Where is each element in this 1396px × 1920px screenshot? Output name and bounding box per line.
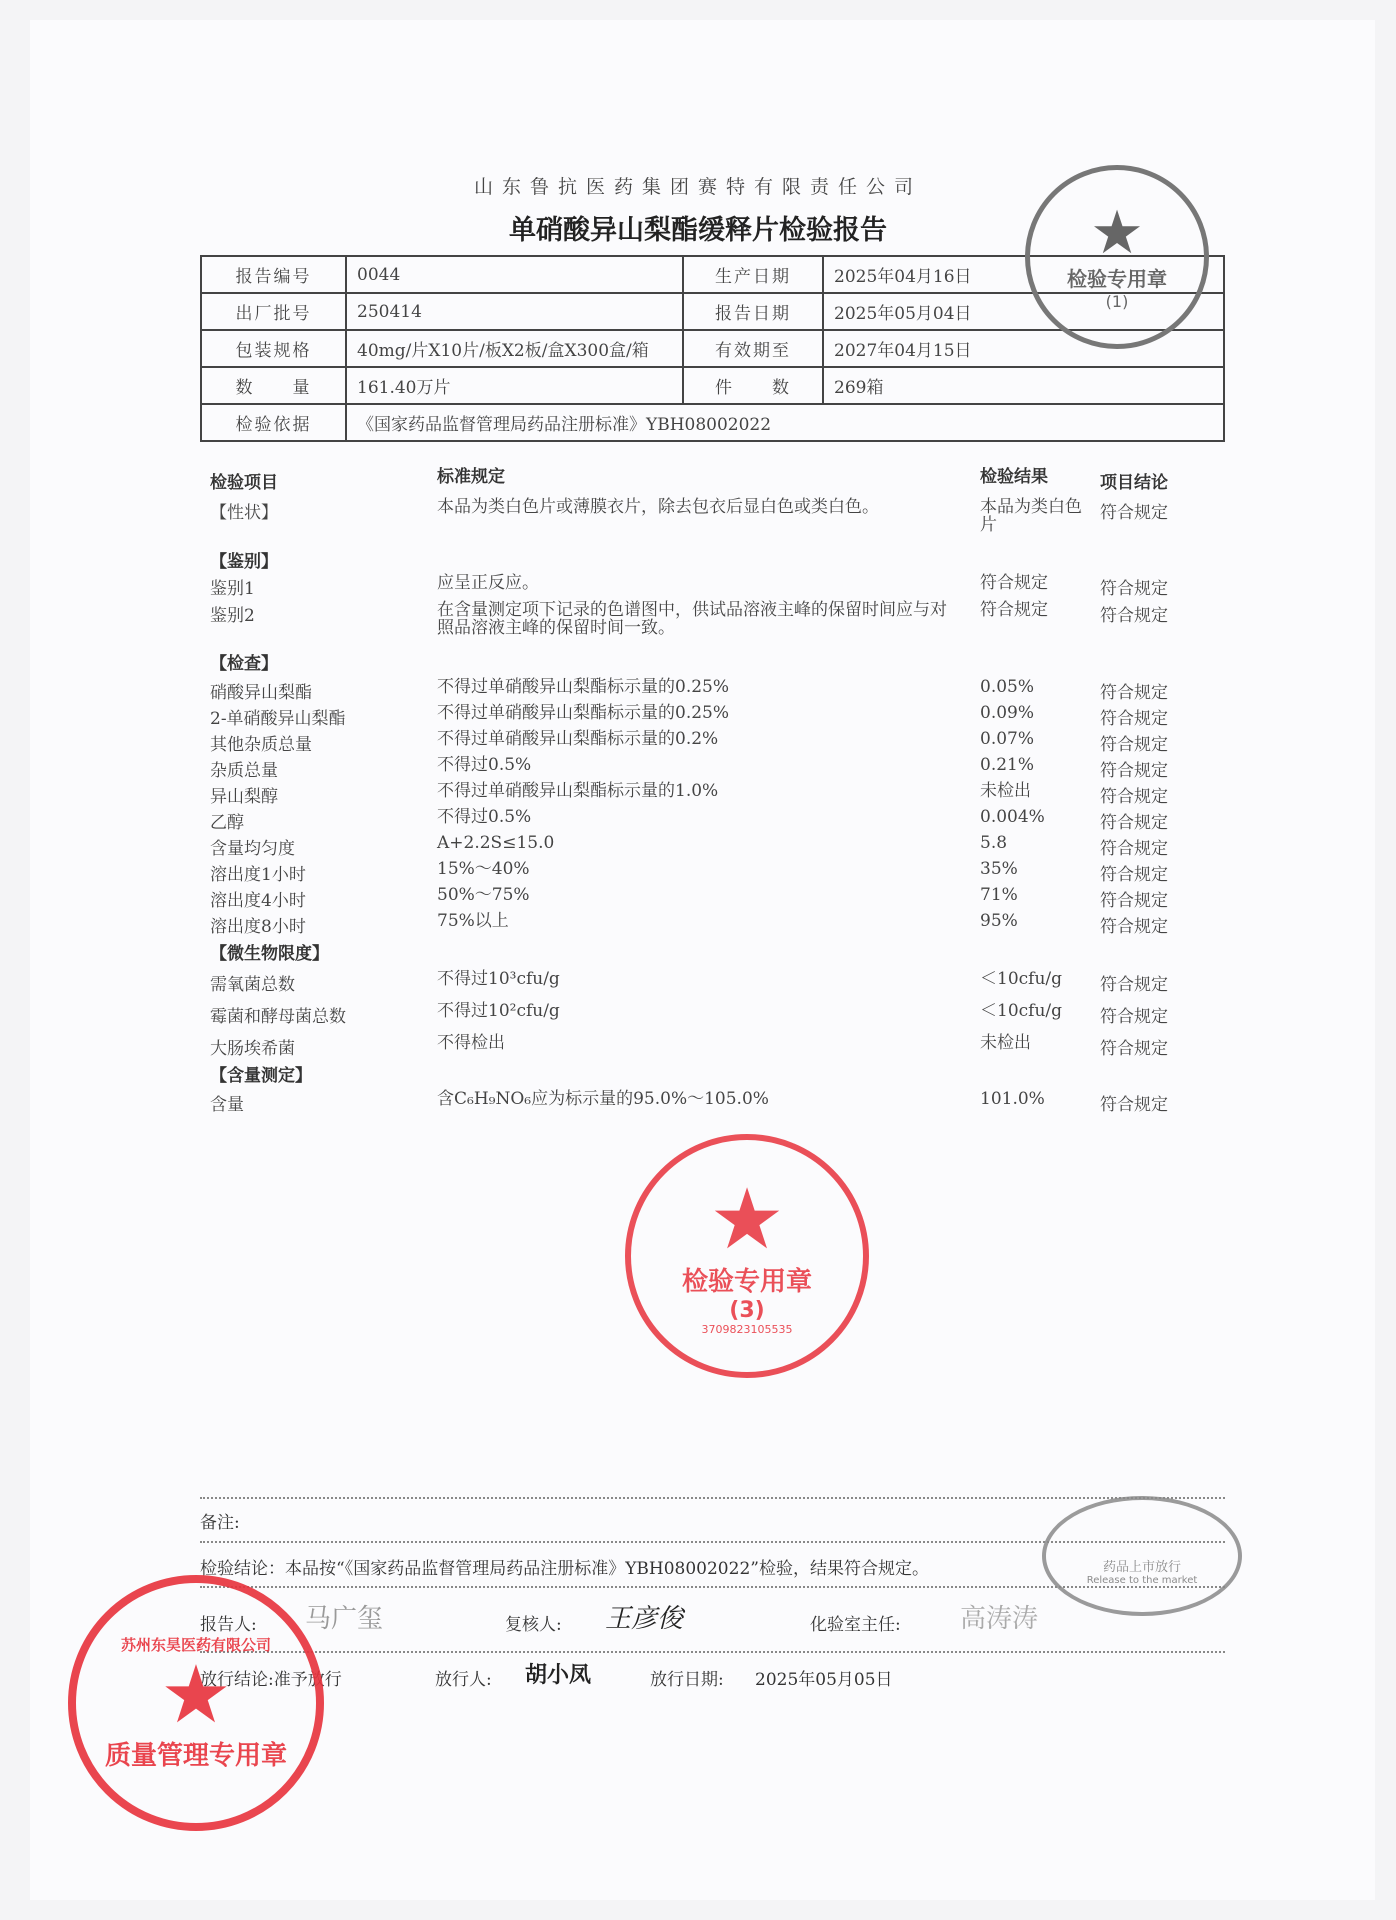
- conclusion-text: 检验结论：本品按“《国家药品监督管理局药品注册标准》YBH08002022”检验，结果符合规定。: [200, 1559, 929, 1579]
- item-name: 溶出度1小时: [210, 865, 306, 885]
- col-result: 检验结果: [980, 467, 1048, 487]
- item-standard: 不得过10³cfu/g: [437, 969, 560, 989]
- item-name: 大肠埃希菌: [210, 1039, 295, 1059]
- item-name: 鉴别1: [210, 579, 255, 599]
- item-standard: 不得过0.5%: [437, 807, 532, 827]
- item-standard: 不得检出: [437, 1033, 505, 1053]
- item-result: 5.8: [980, 833, 1008, 853]
- company-name: 山东鲁抗医药集团赛特有限责任公司: [473, 176, 922, 198]
- item-standard: 含C₆H₉NO₆应为标示量的95.0%～105.0%: [437, 1089, 769, 1109]
- reporter-label: 报告人:: [200, 1615, 257, 1635]
- label: 件 数: [683, 367, 823, 404]
- inspection-seal-1: [1025, 165, 1209, 349]
- item-conclusion: 符合规定: [1100, 975, 1168, 995]
- expiry-date: 2027年04月15日: [823, 330, 1224, 367]
- item-standard: 15%～40%: [437, 859, 530, 879]
- pieces: 269箱: [823, 367, 1224, 404]
- director-label: 化验室主任:: [810, 1615, 901, 1635]
- item-name: 需氧菌总数: [210, 975, 295, 995]
- report-no: 0044: [346, 256, 683, 293]
- item-conclusion: 符合规定: [1100, 579, 1168, 599]
- col-standard: 标准规定: [437, 467, 505, 487]
- star-icon: ★: [709, 1169, 785, 1268]
- item-name: 鉴别2: [210, 606, 255, 626]
- item-name: 【微生物限度】: [210, 944, 329, 964]
- item-name: 溶出度4小时: [210, 891, 306, 911]
- item-result: 本品为类白色片: [980, 497, 1082, 535]
- item-standard: A+2.2S≤15.0: [437, 833, 555, 853]
- item-conclusion: 符合规定: [1100, 1007, 1168, 1027]
- item-name: 异山梨醇: [210, 787, 278, 807]
- item-standard: 不得过单硝酸异山梨酯标示量的0.25%: [437, 677, 730, 697]
- label: 出厂批号: [201, 293, 346, 330]
- star-icon: ★: [160, 1648, 232, 1741]
- reporter-signature: 马广玺: [305, 1604, 384, 1634]
- item-conclusion: 符合规定: [1100, 1095, 1168, 1115]
- divider: [200, 1497, 1225, 1499]
- item-standard: 应呈正反应。: [437, 573, 539, 593]
- item-name: 溶出度8小时: [210, 917, 306, 937]
- seal-purpose-en: Release to the market: [1086, 1575, 1198, 1586]
- item-conclusion: 符合规定: [1100, 839, 1168, 859]
- item-standard: 不得过单硝酸异山梨酯标示量的0.25%: [437, 703, 730, 723]
- report-title: 单硝酸异山梨酯缓释片检验报告: [509, 215, 887, 246]
- item-standard: 在含量测定项下记录的色谱图中，供试品溶液主峰的保留时间应与对照品溶液主峰的保留时间一致。: [437, 600, 947, 638]
- label: 包装规格: [201, 330, 346, 367]
- item-result: 0.07%: [980, 729, 1035, 749]
- item-result: 35%: [980, 859, 1018, 879]
- seal-purpose: 检验专用章: [1067, 267, 1167, 291]
- col-item: 检验项目: [210, 473, 278, 493]
- item-conclusion: 符合规定: [1100, 917, 1168, 937]
- seal-number: (3): [729, 1297, 765, 1323]
- item-result: 101.0%: [980, 1089, 1045, 1109]
- release-date-label: 放行日期:: [650, 1670, 724, 1690]
- item-name: 乙醇: [210, 813, 244, 833]
- item-conclusion: 符合规定: [1100, 683, 1168, 703]
- item-name: 【含量测定】: [210, 1066, 312, 1086]
- release-date: 2025年05月05日: [755, 1670, 893, 1690]
- label: 报告日期: [683, 293, 823, 330]
- quality-seal: [68, 1575, 324, 1831]
- item-conclusion: 符合规定: [1100, 735, 1168, 755]
- item-result: 0.21%: [980, 755, 1035, 775]
- quantity: 161.40万片: [346, 367, 683, 404]
- seal-code: 3709823105535: [701, 1322, 793, 1336]
- releaser-label: 放行人:: [435, 1670, 492, 1690]
- item-result: 95%: [980, 911, 1018, 931]
- item-standard: 不得过单硝酸异山梨酯标示量的1.0%: [437, 781, 719, 801]
- seal-purpose: 检验专用章: [681, 1266, 812, 1297]
- inspection-seal-3: [625, 1134, 869, 1378]
- col-conclusion: 项目结论: [1100, 473, 1168, 493]
- item-standard: 50%～75%: [437, 885, 530, 905]
- report-date: 2025年05月04日: [823, 293, 1224, 330]
- item-conclusion: 符合规定: [1100, 709, 1168, 729]
- item-result: 符合规定: [980, 573, 1048, 593]
- item-name: 【鉴别】: [210, 552, 278, 572]
- item-result: 未检出: [980, 1033, 1031, 1053]
- item-result: ＜10cfu/g: [980, 1001, 1063, 1021]
- seal-purpose: 质量管理专用章: [104, 1741, 287, 1771]
- item-conclusion: 符合规定: [1100, 787, 1168, 807]
- item-result: 0.05%: [980, 677, 1035, 697]
- item-result: ＜10cfu/g: [980, 969, 1063, 989]
- seal-purpose: 药品上市放行: [1102, 1560, 1181, 1575]
- item-result: 0.09%: [980, 703, 1035, 723]
- production-date: 2025年04月16日: [823, 256, 1224, 293]
- label: 生产日期: [683, 256, 823, 293]
- star-icon: ★: [1090, 198, 1144, 268]
- label: 有效期至: [683, 330, 823, 367]
- item-name: 杂质总量: [210, 761, 278, 781]
- label: 数 量: [201, 367, 346, 404]
- reviewer-signature: 王彦俊: [605, 1604, 684, 1634]
- item-name: 硝酸异山梨酯: [210, 683, 312, 703]
- item-conclusion: 符合规定: [1100, 1039, 1168, 1059]
- package-spec: 40mg/片X10片/板X2板/盒X300盒/箱: [346, 330, 683, 367]
- reviewer-label: 复核人:: [505, 1615, 562, 1635]
- item-conclusion: 符合规定: [1100, 813, 1168, 833]
- remark-label: 备注:: [200, 1513, 240, 1533]
- item-result: 0.004%: [980, 807, 1045, 827]
- item-standard: 不得过0.5%: [437, 755, 532, 775]
- director-signature: 高涛涛: [960, 1604, 1039, 1634]
- seal-number: (1): [1105, 292, 1129, 311]
- item-name: 含量均匀度: [210, 839, 295, 859]
- item-result: 符合规定: [980, 600, 1048, 620]
- releaser-signature: 胡小凤: [525, 1662, 592, 1688]
- item-name: 【检查】: [210, 654, 278, 674]
- item-conclusion: 符合规定: [1100, 761, 1168, 781]
- batch-no: 250414: [346, 293, 683, 330]
- item-conclusion: 符合规定: [1100, 865, 1168, 885]
- item-result: 未检出: [980, 781, 1031, 801]
- divider: [200, 1651, 1225, 1653]
- item-standard: 不得过10²cfu/g: [437, 1001, 560, 1021]
- seal-org: 苏州东昊医药有限公司: [120, 1636, 271, 1654]
- item-conclusion: 符合规定: [1100, 891, 1168, 911]
- item-name: 霉菌和酵母菌总数: [210, 1007, 346, 1027]
- item-name: 【性状】: [210, 503, 278, 523]
- label: 报告编号: [201, 256, 346, 293]
- item-name: 2-单硝酸异山梨酯: [210, 709, 346, 729]
- release-seal: [1042, 1496, 1242, 1616]
- test-basis: 《国家药品监督管理局药品注册标准》YBH08002022: [346, 404, 1224, 441]
- item-result: 71%: [980, 885, 1018, 905]
- release-conclusion: 放行结论:准予放行: [200, 1670, 342, 1690]
- item-standard: 不得过单硝酸异山梨酯标示量的0.2%: [437, 729, 719, 749]
- label: 检验依据: [201, 404, 346, 441]
- item-standard: 本品为类白色片或薄膜衣片，除去包衣后显白色或类白色。: [437, 497, 879, 517]
- item-name: 含量: [210, 1095, 244, 1115]
- item-standard: 75%以上: [437, 911, 509, 931]
- item-name: 其他杂质总量: [210, 735, 312, 755]
- item-conclusion: 符合规定: [1100, 503, 1168, 523]
- item-conclusion: 符合规定: [1100, 606, 1168, 626]
